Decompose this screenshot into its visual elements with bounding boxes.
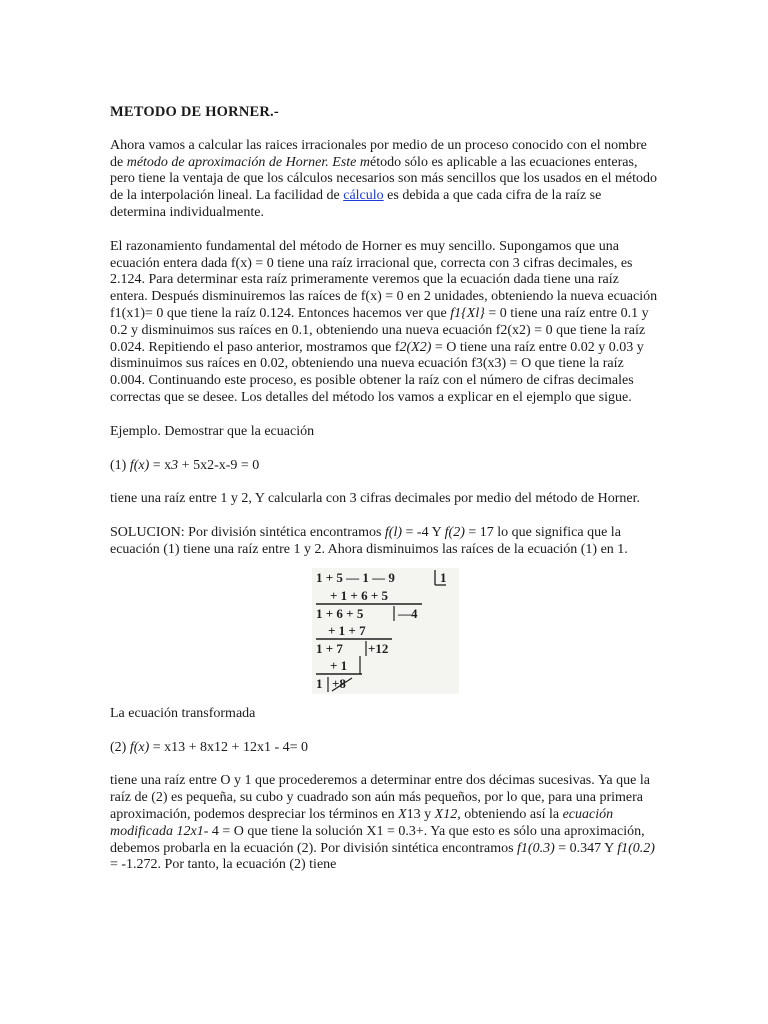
synthetic-division-figure bbox=[312, 568, 459, 694]
paragraph-solution: SOLUCION: Por división sintética encontramos f(l) = -4 Y f(2) = 17 lo que significa que la ecuación (1) tiene una raíz entre 1 y 2. Ahora disminuimos las raíces de la ecuación (1) en 1. bbox=[110, 525, 628, 557]
fig-row4: + 1 + 7 bbox=[328, 622, 366, 638]
equation-1: (1) f(x) = x3 + 5x2-x-9 = 0 bbox=[110, 457, 260, 473]
paragraph-approximation: tiene una raíz entre O y 1 que procederemos a determinar entre dos décimas sucesivas. Ya que la raíz de (2) es pequeña, su cubo y cuadrado son aún más pequeños, por lo que, para una primera aproximación, podemos despreciar los términos en X13 y X12, obteniendo así la ecuación modificada 12x1- 4 = O que tiene la solución X1 = 0.3+. Ya que esto es sólo una aproximación, debemos probarla en la ecuación (2). Por división sintética encontramos f1(0.3) = 0.347 Y f1(0.2) = -1.272. Por tanto, la ecuación (2) tiene bbox=[110, 773, 655, 873]
equation-2: (2) f(x) = x13 + 8x12 + 12x1 - 4= 0 bbox=[110, 739, 309, 755]
calculo-link[interactable]: cálculo bbox=[343, 188, 384, 204]
fig-row5-remainder: +12 bbox=[368, 640, 389, 656]
fig-row2: + 1 + 6 + 5 bbox=[330, 587, 388, 603]
paragraph-reasoning: El razonamiento fundamental del método de Horner es muy sencillo. Supongamos que una ecuación entera dada f(x) = 0 tiene una raíz irracional que, correcta con 3 cifras decimales, es 2.124. Para determinar esta raíz primeramente veremos que la ecuación dada tiene una raíz entera. Después disminuiremos las raíces de f(x) = 0 en 2 unidades, obteniendo la nueva ecuación f1(x1)= 0 que tiene la raíz 0.124. Entonces hacemos ver que f1{Xl} = 0 tiene una raíz entre 0.1 y 0.2 y disminuimos sus raíces en 0.1, obteniendo una nueva ecuación f2(x2) = 0 que tiene la raíz 0.024. Repitiendo el paso anterior, mostramos que f2(X2) = O tiene una raíz entre 0.02 y 0.03 y disminuimos sus raíces en 0.02, obteniendo una nueva ecuación f3(x3) = O que tiene la raíz 0.004. Continuando este proceso, es posible obtener la raíz con el número de cifras decimales correctas que se desee. Los detalles del método los vamos a explicar en el ejemplo que sigue. bbox=[110, 238, 658, 405]
fig-row5: 1 + 7 bbox=[316, 640, 343, 656]
fig-row3: 1 + 6 + 5 bbox=[316, 605, 364, 621]
synthetic-division-svg bbox=[312, 568, 459, 694]
fig-row7: 1 bbox=[316, 675, 323, 691]
fig-row1: 1 + 5 — 1 — 9 bbox=[316, 569, 395, 585]
paragraph-transformed: La ecuación transformada bbox=[110, 705, 256, 721]
fig-row7-remainder: +8 bbox=[332, 675, 346, 691]
paragraph-intro: Ahora vamos a calcular las raices irracionales por medio de un proceso conocido con el nombre de método de aproximación de Horner. Este método sólo es aplicable a las ecuaciones enteras, pero tiene la ventaja de que los cálculos necesarios son más sencillos que los usados en el método de la interpolación lineal. La facilidad de cálculo es debida a que cada cifra de la raíz se determina individualmente. bbox=[110, 137, 658, 220]
fig-row3-remainder: —4 bbox=[398, 605, 418, 621]
fig-row6: + 1 bbox=[330, 657, 348, 673]
paragraph-root-range: tiene una raíz entre 1 y 2, Y calcularla con 3 cifras decimales por medio del método de Horner. bbox=[110, 491, 640, 507]
article-body bbox=[110, 104, 658, 874]
page-title: METODO DE HORNER.- bbox=[110, 104, 279, 120]
fig-row1-divisor: 1 bbox=[440, 569, 447, 585]
paragraph-example: Ejemplo. Demostrar que la ecuación bbox=[110, 423, 315, 439]
